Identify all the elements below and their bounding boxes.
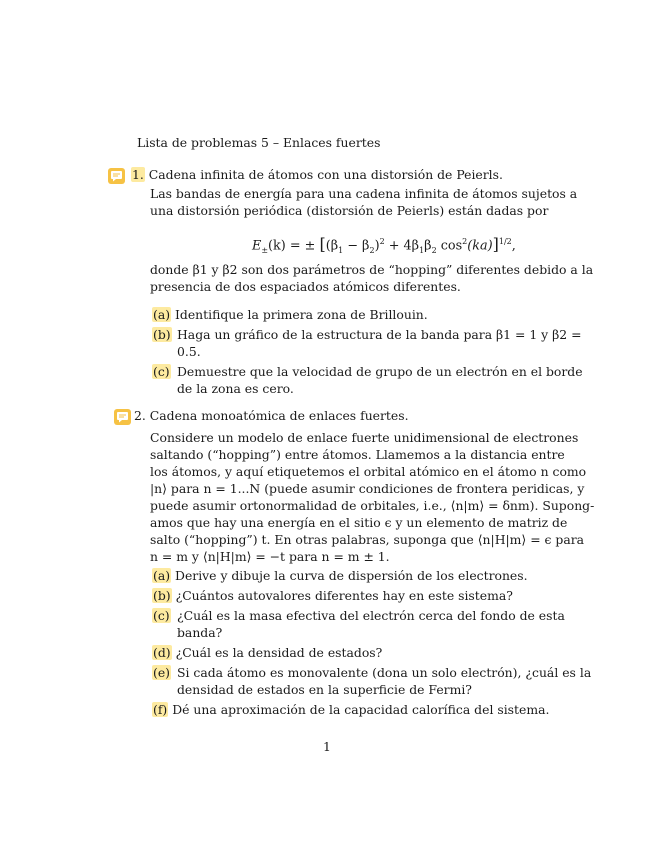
problem-2-body-line-7: salto (“hopping”) t. En otras palabras, suponga que ⟨n|H|m⟩ = ϵ para [150,532,585,547]
problem-1-item-b-line-1: Haga un gráfico de la estructura de la banda para β1 = 1 y β2 = [177,327,582,342]
problem-2-item-e-line-2: densidad de estados en la superficie de Fermi? [177,682,472,697]
problem-1-intro-line-1: Las bandas de energía para una cadena infinita de átomos sujetos a [150,186,578,201]
item-label[interactable]: (f) [153,702,168,717]
problem-1-number[interactable]: 1. [132,167,144,182]
problem-1-heading [131,167,503,183]
item-label[interactable]: (b) [153,327,171,342]
problem-2-body-line-8: n = m y ⟨n|H|m⟩ = −t para n = m ± 1. [150,549,390,564]
problem-2-item-e-line-1: Si cada átomo es monovalente (dona un solo electrón), ¿cuál es la [177,665,592,680]
item-label[interactable]: (c) [153,608,170,623]
problem-2-body-line-6: amos que hay una energía en el sitio ϵ y un elemento de matriz de [150,515,568,530]
problem-2-body-line-2: saltando (“hopping”) entre átomos. Llamemos a la distancia entre [150,447,565,462]
problem-2-number: 2. [134,408,146,423]
problem-2-item-a: (a) Derive y dibuje la curva de dispersión de los electrones. [153,568,528,583]
page-number: 1 [323,739,331,754]
page-header: Lista de problemas 5 – Enlaces fuertes [137,135,381,150]
item-label[interactable]: (b) [153,588,171,603]
problem-2-body-line-5: puede asumir ortonormalidad de orbitales, i.e., ⟨n|m⟩ = δnm). Supong- [150,498,595,513]
problem-1-item-c-line-2: de la zona es cero. [177,381,294,396]
problem-1-item-b [152,327,172,343]
problem-1-after-line-1: donde β1 y β2 son dos parámetros de “hopping” diferentes debido a la [150,262,594,277]
problem-2-body-line-3: los átomos, y aquí etiquetemos el orbital atómico en el átomo n como [150,464,587,479]
problem-2-item-c-line-2: banda? [177,625,223,640]
problem-2-item-c [152,608,171,624]
problem-2-body-line-4: |n⟩ para n = 1...N (puede asumir condiciones de frontera peridicas, y [150,481,585,496]
problem-1-item-c-line-1: Demuestre que la velocidad de grupo de un electrón en el borde [177,364,583,379]
item-label[interactable]: (e) [153,665,171,680]
problem-2-item-f: (f) Dé una aproximación de la capacidad calorífica del sistema. [153,702,550,717]
problem-1-item-c [152,364,171,380]
problem-1-after-line-2: presencia de dos espaciados atómicos diferentes. [150,279,461,294]
problem-2-item-d: (d) ¿Cuál es la densidad de estados? [153,645,383,660]
comment-icon[interactable] [114,409,131,425]
problem-1-title: Cadena infinita de átomos con una distorsión de Peierls. [148,167,503,182]
problem-1-intro-line-2: una distorsión periódica (distorsión de Peierls) están dadas por [150,203,549,218]
problem-1-item-a: (a) Identifique la primera zona de Brillouin. [153,307,428,322]
problem-2-body-line-1: Considere un modelo de enlace fuerte unidimensional de electrones [150,430,579,445]
comment-icon[interactable] [108,168,125,184]
problem-2-item-c-line-1: ¿Cuál es la masa efectiva del electrón cerca del fondo de esta [177,608,565,623]
item-label[interactable]: (a) [153,307,171,322]
item-label[interactable]: (d) [153,645,171,660]
problem-2-item-e [152,665,171,681]
problem-2-heading [134,408,409,424]
item-label[interactable]: (c) [153,364,170,379]
problem-2-item-b: (b) ¿Cuántos autovalores diferentes hay en este sistema? [153,588,513,603]
problem-1-item-b-line-2: 0.5. [177,344,201,359]
problem-2-title: Cadena monoatómica de enlaces fuertes. [149,408,409,423]
item-label[interactable]: (a) [153,568,171,583]
peierls-equation: $E_\pm(k)$ = ± [$(\beta_1 - \beta_2)^2 + 4\beta_1\beta_2$ $\cos^2(ka)]^{1/2}$, [252,234,516,255]
